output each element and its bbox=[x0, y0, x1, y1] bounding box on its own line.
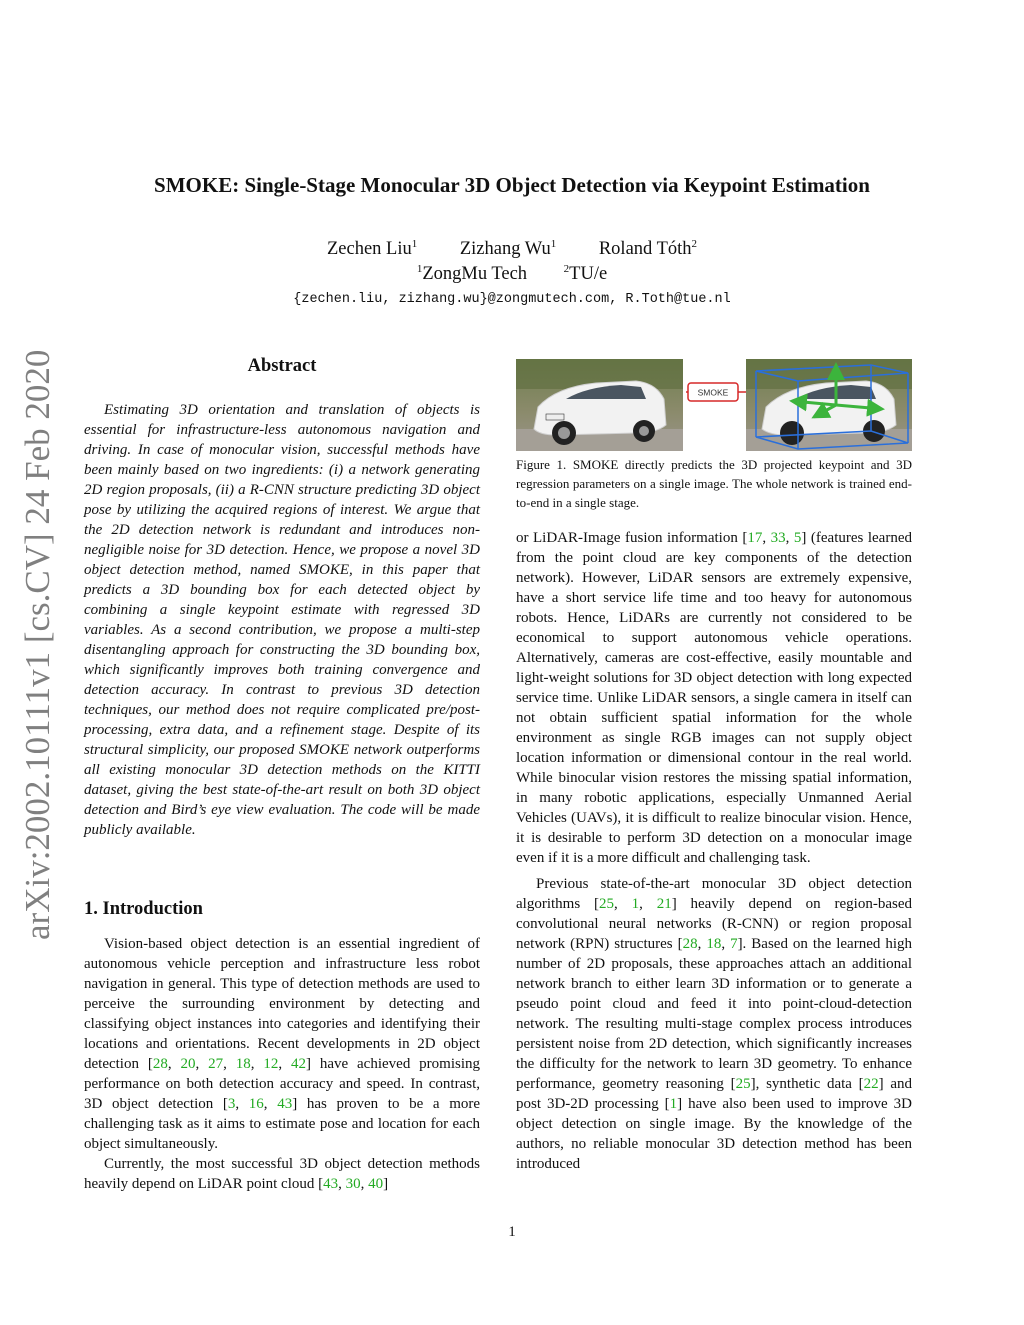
page-number: 1 bbox=[508, 1224, 516, 1240]
citation-link[interactable]: 18 bbox=[706, 936, 722, 952]
citation-link[interactable]: 30 bbox=[345, 1176, 361, 1192]
introduction-body bbox=[84, 934, 480, 1194]
citation-link[interactable]: 27 bbox=[208, 1056, 224, 1072]
citation-link[interactable]: 43 bbox=[323, 1176, 339, 1192]
affiliation-list bbox=[0, 264, 1024, 285]
smoke-label: SMOKE bbox=[697, 387, 729, 398]
figure-1-caption: Figure 1. SMOKE directly predicts the 3D projected keypoint and 3D regression parameters on a single image. The whole network is trained end-to-end in a single stage. bbox=[516, 457, 912, 510]
citation-link[interactable]: 3 bbox=[227, 1096, 236, 1112]
citation-link[interactable]: 16 bbox=[248, 1096, 264, 1112]
paragraph: Vision-based object detection is an essential ingredient of autonomous vehicle perception and infrastructure less robot navigation in general. This type of detection methods are used to perceive the surrounding environment by detecting and classifying object instances into categories and identifying their locations and orientations. Recent developments in 2D object detection [28, 20, 27, 18, 12, 42] have achieved promising performance on both detection accuracy and speed. In contrast, 3D object detection [3, 16, 43] has proven to be a more challenging task as it aims to estimate pose and location for each object simultaneously. bbox=[84, 936, 481, 1152]
author-emails: {zechen.liu, zizhang.wu}@zongmutech.com, R.Toth@tue.nl bbox=[293, 292, 731, 307]
paragraph: Previous state-of-the-art monocular 3D object detection algorithms [25, 1, 21] heavily depend on region-based convolutional neural networks (R-CNN) or region proposal network (RPN) structures [28, 18, 7]. Based on the learned high number of 2D proposals, these approaches attach an additional network branch to either learn 3D information or to generate a pseudo point cloud and feed it into point-cloud-detection network. The resulting multi-stage complex process introduces persistent noise from 2D detection, which significantly increases the difficulty for the network to learn 3D geometry. To enhance performance, geometry reasoning [25], synthetic data [22] and post 3D-2D processing [1] have also been used to improve 3D object detection on single image. By the knowledge of the authors, no reliable monocular 3D detection method has been introduced bbox=[516, 876, 913, 1172]
affiliation: $^1$ZongMu Tech bbox=[416, 263, 528, 284]
author: Roland Tóth$^2$ bbox=[598, 238, 698, 259]
citation-link[interactable]: 40 bbox=[368, 1176, 384, 1192]
citation-link[interactable]: 1 bbox=[631, 896, 640, 912]
paragraph: Currently, the most successful 3D object detection methods heavily depend on LiDAR point cloud [43, 30, 40] bbox=[84, 1156, 480, 1192]
right-column-body bbox=[516, 528, 912, 1174]
citation-link[interactable]: 22 bbox=[863, 1076, 879, 1092]
citation-link[interactable]: 18 bbox=[235, 1056, 251, 1072]
citation-link[interactable]: 20 bbox=[180, 1056, 196, 1072]
citation-link[interactable]: 33 bbox=[770, 530, 786, 546]
citation-link[interactable]: 5 bbox=[793, 530, 802, 546]
citation-link[interactable]: 1 bbox=[669, 1096, 678, 1112]
abstract-text: Estimating 3D orientation and translation of objects is essential for infrastructure-less autonomous navigation and driving. In case of monocular vision, successful methods have been mainly based on two ingredients: (i) a network generating 2D region proposals, (ii) a R-CNN structure predicting 3D object pose by utilizing the acquired regions of interest. We argue that the 2D detection network is redundant and introduces non-negligible noise for 3D detection. Hence, we propose a novel 3D object detection method, named SMOKE, in this paper that predicts a 3D bounding box for each detected object by combining a single keypoint estimate with regressed 3D variables. As a second contribution, we propose a multi-step disentangling approach for constructing the 3D bounding box, which significantly improves both training convergence and detection accuracy. In contrast to previous 3D detection techniques, our method does not require complicated pre/post-processing, extra data, and a refinement stage. Despite of its structural simplicity, our proposed SMOKE network outperforms all existing monocular 3D detection methods on the KITTI dataset, giving the best state-of-the-art result on both 3D object detection and Bird’s eye view evaluation. The code will be made publicly available. bbox=[84, 402, 480, 838]
figure-1 bbox=[516, 359, 912, 451]
citation-link[interactable]: 43 bbox=[277, 1096, 293, 1112]
author: Zizhang Wu$^1$ bbox=[459, 238, 557, 259]
citation-link[interactable]: 25 bbox=[735, 1076, 751, 1092]
citation-link[interactable]: 7 bbox=[730, 936, 738, 952]
citation-link[interactable]: 17 bbox=[747, 530, 763, 546]
input-image bbox=[516, 359, 683, 451]
abstract-heading: Abstract bbox=[247, 356, 317, 376]
smoke-arrow-label bbox=[686, 383, 746, 401]
affiliation: $^2$TU/e bbox=[563, 263, 608, 284]
paragraph: or LiDAR-Image fusion information [17, 33, 5] (features learned from the point cloud are key components of the detection network). However, LiDAR sensors are extremely expensive, have a short service life time and too heavy for autonomous robots. Hence, LiDARs are currently not considered to be economical to support autonomous vehicle operations. Alternatively, cameras are cost-effective, easily mountable and light-weight solutions for 3D object detection with long expected service time. Unlike LiDAR sensors, a single camera in itself can not obtain sufficient spatial information for the whole environment as single RGB images can not supply object location information or dimensional contour in the real world. While binocular vision restores the missing spatial information, in many robotic applications, especially Unmanned Aerial Vehicles (UAVs), it is difficult to realize binocular vision. Hence, it is desirable to perform 3D detection on a monocular image even if it is a more difficult and challenging task. bbox=[516, 530, 912, 866]
figure-1-illustration bbox=[516, 359, 912, 451]
citation-link[interactable]: 25 bbox=[599, 896, 614, 912]
citation-link[interactable]: 21 bbox=[656, 896, 672, 912]
citation-link[interactable]: 42 bbox=[290, 1056, 306, 1072]
citation-link[interactable]: 28 bbox=[682, 936, 698, 952]
output-image bbox=[746, 359, 912, 451]
author: Zechen Liu$^1$ bbox=[326, 238, 418, 259]
introduction-heading: 1. Introduction bbox=[84, 899, 203, 919]
arxiv-identifier: arXiv:2002.10111v1 [cs.CV] 24 Feb 2020 bbox=[18, 349, 57, 940]
citation-link[interactable]: 12 bbox=[263, 1056, 279, 1072]
citation-link[interactable]: 28 bbox=[152, 1056, 168, 1072]
author-list bbox=[0, 239, 1024, 260]
paper-title: SMOKE: Single-Stage Monocular 3D Object Detection via Keypoint Estimation bbox=[154, 173, 870, 197]
